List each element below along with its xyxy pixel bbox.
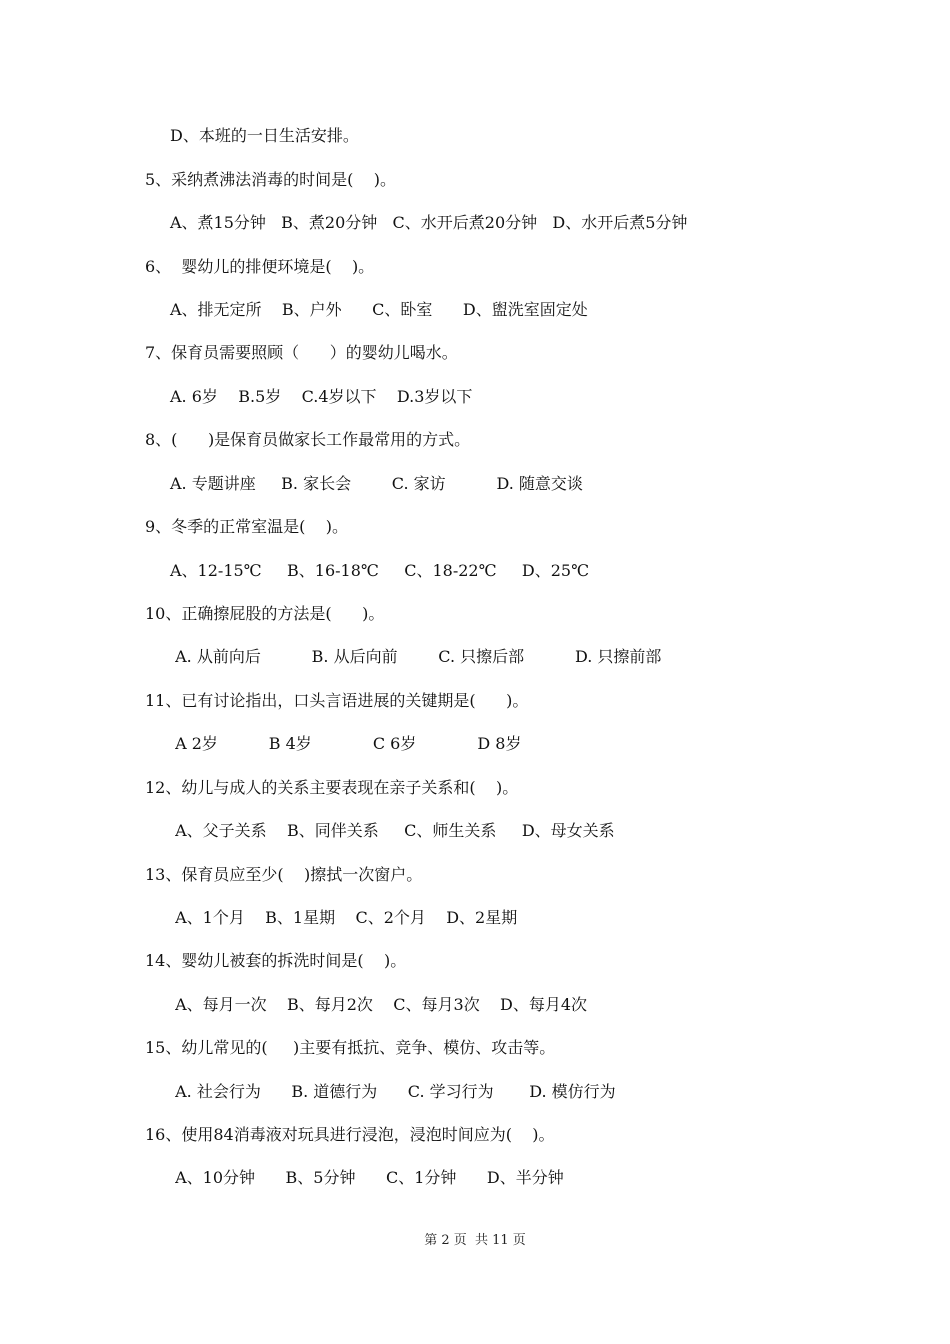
page-number-footer: 第 2 页 共 11 页 [424, 1233, 526, 1248]
question-5: 5、采纳煮沸法消毒的时间是( )。 [145, 170, 397, 189]
question-16: 16、使用84消毒液对玩具进行浸泡，浸泡时间应为( )。 [145, 1125, 555, 1144]
options-q7: A. 6岁 B.5岁 C.4岁以下 D.3岁以下 [170, 387, 473, 406]
options-q16: A、10分钟 B、5分钟 C、1分钟 D、半分钟 [170, 1168, 564, 1187]
question-13: 13、保育员应至少( )擦拭一次窗户。 [145, 865, 423, 884]
question-7: 7、保育员需要照顾（ ）的婴幼儿喝水。 [145, 343, 458, 362]
options-q13: A、1个月 B、1星期 C、2个月 D、2星期 [170, 908, 518, 927]
options-q12: A、父子关系 B、同伴关系 C、师生关系 D、母女关系 [170, 821, 615, 840]
options-q10: A. 从前向后 B. 从后向前 C. 只擦后部 D. 只擦前部 [170, 647, 662, 666]
options-q6: A、排无定所 B、户外 C、卧室 D、盥洗室固定处 [170, 300, 588, 319]
options-q9: A、12-15℃ B、16-18℃ C、18-22℃ D、25℃ [170, 561, 590, 580]
options-q8: A. 专题讲座 B. 家长会 C. 家访 D. 随意交谈 [170, 474, 583, 493]
question-11: 11、已有讨论指出，口头言语进展的关键期是( )。 [145, 691, 529, 710]
question-14: 14、婴幼儿被套的拆洗时间是( )。 [145, 951, 407, 970]
question-8: 8、( )是保育员做家长工作最常用的方式。 [145, 430, 471, 449]
options-q5: A、煮15分钟 B、煮20分钟 C、水开后煮20分钟 D、水开后煮5分钟 [170, 213, 688, 232]
option-line-q4-d: D、本班的一日生活安排。 [170, 126, 359, 145]
question-9: 9、冬季的正常室温是( )。 [145, 517, 349, 536]
options-q14: A、每月一次 B、每月2次 C、每月3次 D、每月4次 [170, 995, 588, 1014]
question-12: 12、幼儿与成人的关系主要表现在亲子关系和( )。 [145, 778, 519, 797]
options-q15: A. 社会行为 B. 道德行为 C. 学习行为 D. 模仿行为 [170, 1082, 616, 1101]
question-10: 10、正确擦屁股的方法是( )。 [145, 604, 385, 623]
question-6: 6、 婴幼儿的排便环境是( )。 [145, 257, 375, 276]
question-15: 15、幼儿常见的( )主要有抵抗、竞争、模仿、攻击等。 [145, 1038, 556, 1057]
options-q11: A 2岁 B 4岁 C 6岁 D 8岁 [170, 734, 522, 753]
